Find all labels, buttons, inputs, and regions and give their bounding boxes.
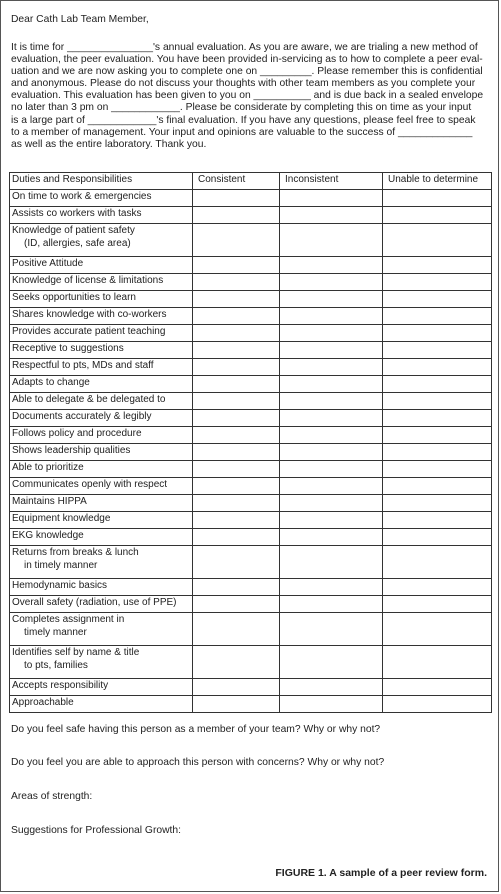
duty-cell [10,359,193,376]
duty-cell [10,579,193,596]
consistent-cell[interactable] [193,512,280,529]
evaluation-table [9,172,492,713]
consistent-cell[interactable] [193,461,280,478]
unable-cell[interactable] [383,495,492,512]
inconsistent-cell[interactable] [280,257,383,274]
duty-cell [10,478,193,495]
table-row [10,529,492,546]
duty-label: Able to delegate & be delegated to [12,394,166,405]
duty-label: Positive Attitude [12,258,84,269]
question-safe: Do you feel safe having this person as a member of your team? Why or why not? [11,724,381,735]
letter-line: It is time for _______________'s annual evaluation. As you are aware, we are trialing a new method of [11,42,478,53]
inconsistent-cell[interactable] [280,444,383,461]
inconsistent-cell[interactable] [280,393,383,410]
duty-cell [10,679,193,696]
table-row [10,579,492,596]
table-row [10,512,492,529]
duty-cell [10,308,193,325]
unable-cell[interactable] [383,444,492,461]
duty-label: Seeks opportunities to learn [12,292,136,303]
duty-cell [10,596,193,613]
consistent-cell[interactable] [193,444,280,461]
letter-line: and anonymous. Please do not discuss your thoughts with other team members as you complete your [11,78,476,90]
table-row [10,613,492,646]
inconsistent-cell[interactable] [280,410,383,427]
table-row [10,359,492,376]
column-header-duties: Duties and Responsibilities [10,173,193,190]
suggestions-label: Suggestions for Professional Growth: [11,825,181,836]
consistent-cell[interactable] [193,291,280,308]
duty-label: Equipment knowledge [12,513,111,524]
duty-cell [10,342,193,359]
duty-label: Knowledge of patient safety [12,225,135,236]
table-row [10,325,492,342]
unable-cell[interactable] [383,308,492,325]
table-row [10,393,492,410]
duty-label: Overall safety (radiation, use of PPE) [12,597,177,608]
unable-cell[interactable] [383,291,492,308]
consistent-cell[interactable] [193,546,280,579]
unable-cell[interactable] [383,359,492,376]
inconsistent-cell[interactable] [280,461,383,478]
inconsistent-cell[interactable] [280,613,383,646]
inconsistent-cell[interactable] [280,679,383,696]
consistent-cell[interactable] [193,274,280,291]
consistent-cell[interactable] [193,342,280,359]
duty-label: Completes assignment in [12,614,125,625]
unable-cell[interactable] [383,410,492,427]
consistent-cell[interactable] [193,393,280,410]
consistent-cell[interactable] [193,478,280,495]
table-row [10,596,492,613]
letter-body [11,42,491,151]
letter-line: uation and we are now asking you to complete one on _________. Please remember this is confidential [11,66,483,78]
table-row [10,291,492,308]
table-header-row [10,173,492,190]
table-row [10,410,492,427]
column-header-unable: Unable to determine [383,173,492,190]
unable-cell[interactable] [383,646,492,679]
duty-cell [10,444,193,461]
table-row [10,376,492,393]
duty-cell [10,461,193,478]
duty-sublabel: timely manner [24,627,87,638]
duty-cell [10,696,193,713]
column-header-inconsistent: Inconsistent [280,173,383,190]
inconsistent-cell[interactable] [280,342,383,359]
letter-line: evaluation, the peer evaluation. You have been provided in-servicing as to how to complete a peer eval- [11,54,483,66]
unable-cell[interactable] [383,376,492,393]
inconsistent-cell[interactable] [280,224,383,257]
unable-cell[interactable] [383,257,492,274]
duty-label: Follows policy and procedure [12,428,142,439]
unable-cell[interactable] [383,325,492,342]
inconsistent-cell[interactable] [280,376,383,393]
table-row [10,207,492,224]
table-row [10,342,492,359]
duty-label: Returns from breaks & lunch [12,547,139,558]
areas-of-strength-label: Areas of strength: [11,791,93,802]
consistent-cell[interactable] [193,224,280,257]
consistent-cell[interactable] [193,257,280,274]
table-row [10,427,492,444]
inconsistent-cell[interactable] [280,359,383,376]
unable-cell[interactable] [383,679,492,696]
table-row [10,461,492,478]
table-row [10,190,492,207]
consistent-cell[interactable] [193,495,280,512]
duty-label: Maintains HIPPA [12,496,87,507]
inconsistent-cell[interactable] [280,308,383,325]
table-row [10,696,492,713]
inconsistent-cell[interactable] [280,696,383,713]
unable-cell[interactable] [383,579,492,596]
duty-cell [10,291,193,308]
duty-label: Able to prioritize [12,462,84,473]
inconsistent-cell[interactable] [280,478,383,495]
inconsistent-cell[interactable] [280,495,383,512]
duty-cell [10,207,193,224]
consistent-cell[interactable] [193,529,280,546]
table-row [10,646,492,679]
letter-line: evaluation. This evaluation has been given to you on __________ and is due back in a sealed envelope [11,90,484,102]
unable-cell[interactable] [383,274,492,291]
duty-cell [10,646,193,679]
duty-label: Documents accurately & legibly [12,411,152,422]
duty-label: Shows leadership qualities [12,445,131,456]
table-row [10,257,492,274]
duty-cell [10,529,193,546]
inconsistent-cell[interactable] [280,325,383,342]
consistent-cell[interactable] [193,190,280,207]
duty-cell [10,257,193,274]
inconsistent-cell[interactable] [280,596,383,613]
table-row [10,495,492,512]
duty-label: Hemodynamic basics [12,580,108,591]
duty-label: Adapts to change [12,377,90,388]
duty-cell [10,427,193,444]
letter-line: to a member of management. Your input and opinions are valuable to the success of _____________ [11,126,473,138]
duty-label: Approachable [12,697,74,708]
duty-cell [10,325,193,342]
unable-cell[interactable] [383,461,492,478]
inconsistent-cell[interactable] [280,291,383,308]
column-header-consistent: Consistent [193,173,280,190]
duty-cell [10,376,193,393]
duty-cell [10,546,193,579]
consistent-cell[interactable] [193,410,280,427]
unable-cell[interactable] [383,529,492,546]
inconsistent-cell[interactable] [280,207,383,224]
question-approach: Do you feel you are able to approach this person with concerns? Why or why not? [11,757,385,768]
figure-caption: FIGURE 1. A sample of a peer review form. [275,867,487,879]
duty-cell [10,512,193,529]
duty-label: Shares knowledge with co-workers [12,309,167,320]
duty-cell [10,495,193,512]
duty-label: On time to work & emergencies [12,191,152,202]
consistent-cell[interactable] [193,679,280,696]
inconsistent-cell[interactable] [280,427,383,444]
duty-label: Knowledge of license & limitations [12,275,164,286]
table-row [10,308,492,325]
consistent-cell[interactable] [193,325,280,342]
inconsistent-cell[interactable] [280,546,383,579]
duty-sublabel: in timely manner [24,560,98,571]
duty-label: EKG knowledge [12,530,84,541]
letter-line: no later than 3 pm on ____________. Please be considerate by completing this on time as your input [11,102,472,114]
unable-cell[interactable] [383,546,492,579]
greeting: Dear Cath Lab Team Member, [11,14,149,25]
table-row [10,274,492,291]
unable-cell[interactable] [383,224,492,257]
duty-cell [10,274,193,291]
table-row [10,224,492,257]
letter-line: is a large part of ____________'s final evaluation. If you have any questions, please feel free to speak [11,114,476,126]
unable-cell[interactable] [383,190,492,207]
inconsistent-cell[interactable] [280,646,383,679]
duty-label: Provides accurate patient teaching [12,326,166,337]
inconsistent-cell[interactable] [280,529,383,546]
table-row [10,444,492,461]
consistent-cell[interactable] [193,579,280,596]
duty-label: Receptive to suggestions [12,343,124,354]
table-row [10,679,492,696]
duty-sublabel: to pts, families [24,660,88,671]
duty-sublabel: (ID, allergies, safe area) [24,238,131,249]
consistent-cell[interactable] [193,207,280,224]
duty-cell [10,613,193,646]
inconsistent-cell[interactable] [280,579,383,596]
unable-cell[interactable] [383,342,492,359]
unable-cell[interactable] [383,207,492,224]
consistent-cell[interactable] [193,696,280,713]
table-row [10,546,492,579]
consistent-cell[interactable] [193,359,280,376]
consistent-cell[interactable] [193,646,280,679]
inconsistent-cell[interactable] [280,190,383,207]
duty-label: Accepts responsibility [12,680,109,691]
duty-cell [10,224,193,257]
duty-label: Respectful to pts, MDs and staff [12,360,154,371]
duty-cell [10,410,193,427]
unable-cell[interactable] [383,696,492,713]
duty-label: Identifies self by name & title [12,647,140,658]
unable-cell[interactable] [383,427,492,444]
unable-cell[interactable] [383,512,492,529]
inconsistent-cell[interactable] [280,274,383,291]
duty-label: Communicates openly with respect [12,479,168,490]
consistent-cell[interactable] [193,308,280,325]
inconsistent-cell[interactable] [280,512,383,529]
unable-cell[interactable] [383,478,492,495]
letter-line: as well as the entire laboratory. Thank you. [11,138,207,150]
duty-cell [10,393,193,410]
unable-cell[interactable] [383,393,492,410]
duty-cell [10,190,193,207]
consistent-cell[interactable] [193,376,280,393]
consistent-cell[interactable] [193,596,280,613]
consistent-cell[interactable] [193,613,280,646]
consistent-cell[interactable] [193,427,280,444]
unable-cell[interactable] [383,596,492,613]
table-row [10,478,492,495]
unable-cell[interactable] [383,613,492,646]
duty-label: Assists co workers with tasks [12,208,142,219]
